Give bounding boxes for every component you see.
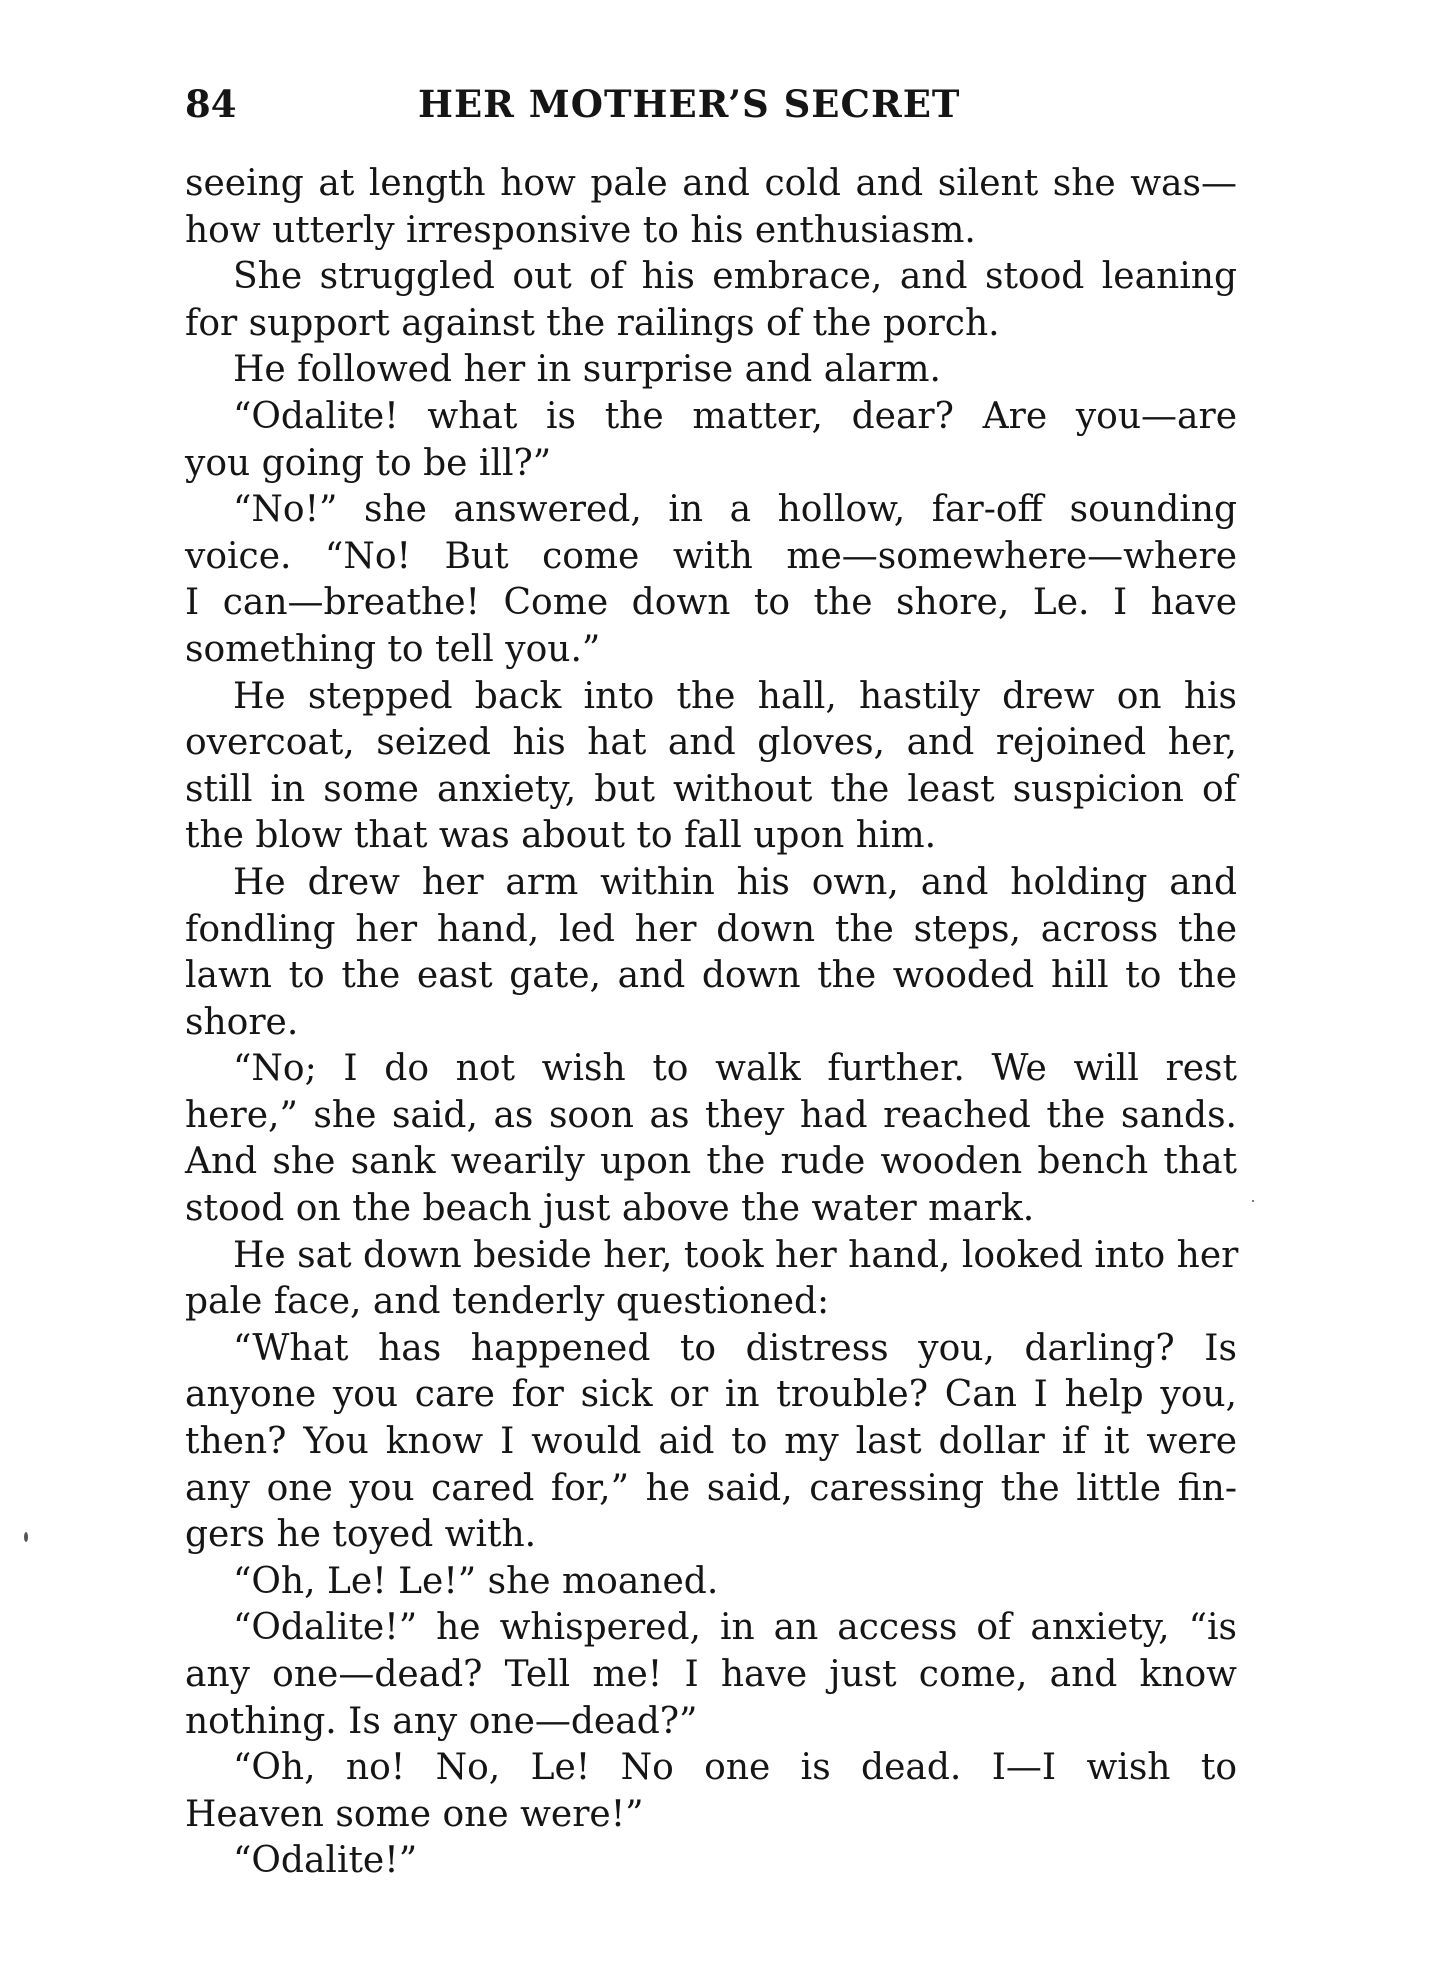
text-line: voice. “No! But come with me—somewhere—where: [185, 535, 1237, 577]
text-line: any one you cared for,” he said, caressing the little fin-: [185, 1467, 1237, 1509]
body-text: [185, 161, 1237, 1885]
running-title: HER MOTHER’S SECRET: [418, 82, 961, 126]
text-line: something to tell you.”: [185, 628, 601, 670]
text-line: then? You know I would aid to my last dollar if it were: [185, 1421, 1237, 1463]
text-line: “No!” she answered, in a hollow, far-off sounding: [233, 489, 1237, 531]
text-line: He stepped back into the hall, hastily drew on his: [233, 675, 1237, 717]
text-line: gers he toyed with.: [185, 1514, 537, 1556]
text-line: “Odalite!” he whispered, in an access of anxiety, “is: [233, 1607, 1237, 1649]
text-line: any one—dead? Tell me! I have just come, and know: [185, 1654, 1237, 1695]
text-line: “What has happened to distress you, darling? Is: [233, 1327, 1237, 1369]
text-line: still in some anxiety, but without the least suspicion of: [185, 768, 1237, 810]
text-line: nothing. Is any one—dead?”: [185, 1700, 698, 1742]
text-line: here,” she said, as soon as they had reached the sands.: [185, 1094, 1237, 1136]
text-line: “Odalite!”: [233, 1840, 418, 1882]
text-line: seeing at length how pale and cold and silent she was—: [185, 163, 1237, 204]
text-line: “Oh, Le! Le!” she moaned.: [233, 1560, 719, 1602]
text-line: how utterly irresponsive to his enthusiasm.: [185, 209, 976, 251]
text-line: pale face, and tenderly questioned:: [185, 1281, 830, 1323]
page-number: 84: [185, 82, 237, 126]
text-line: lawn to the east gate, and down the wooded hill to the: [185, 955, 1237, 997]
text-line: you going to be ill?”: [185, 442, 552, 484]
text-line: He drew her arm within his own, and holding and: [233, 861, 1237, 903]
text-line: She struggled out of his embrace, and stood leaning: [233, 256, 1237, 298]
page-header: [185, 74, 1237, 134]
text-line: I can—breathe! Come down to the shore, Le. I have: [185, 582, 1237, 624]
text-line: He followed her in surprise and alarm.: [233, 349, 941, 391]
text-line: for support against the railings of the porch.: [185, 302, 1000, 344]
text-line: And she sank wearily upon the rude wooden bench that: [185, 1141, 1237, 1183]
text-line: Heaven some one were!”: [185, 1793, 644, 1835]
paper-speck: [1252, 1200, 1254, 1202]
text-line: shore.: [185, 1001, 299, 1043]
paper-speck: [24, 1532, 28, 1542]
text-line: fondling her hand, led her down the steps, across the: [185, 908, 1237, 950]
text-line: “No; I do not wish to walk further. We will rest: [233, 1048, 1237, 1090]
text-line: the blow that was about to fall upon him.: [185, 815, 937, 857]
text-line: “Odalite! what is the matter, dear? Are you—are: [233, 395, 1237, 437]
text-line: “Oh, no! No, Le! No one is dead. I—I wish to: [233, 1747, 1237, 1789]
text-line: He sat down beside her, took her hand, looked into her: [233, 1234, 1239, 1276]
text-line: anyone you care for sick or in trouble? Can I help you,: [185, 1374, 1237, 1416]
text-line: overcoat, seized his hat and gloves, and rejoined her,: [185, 722, 1237, 764]
text-line: stood on the beach just above the water mark.: [185, 1188, 1035, 1230]
